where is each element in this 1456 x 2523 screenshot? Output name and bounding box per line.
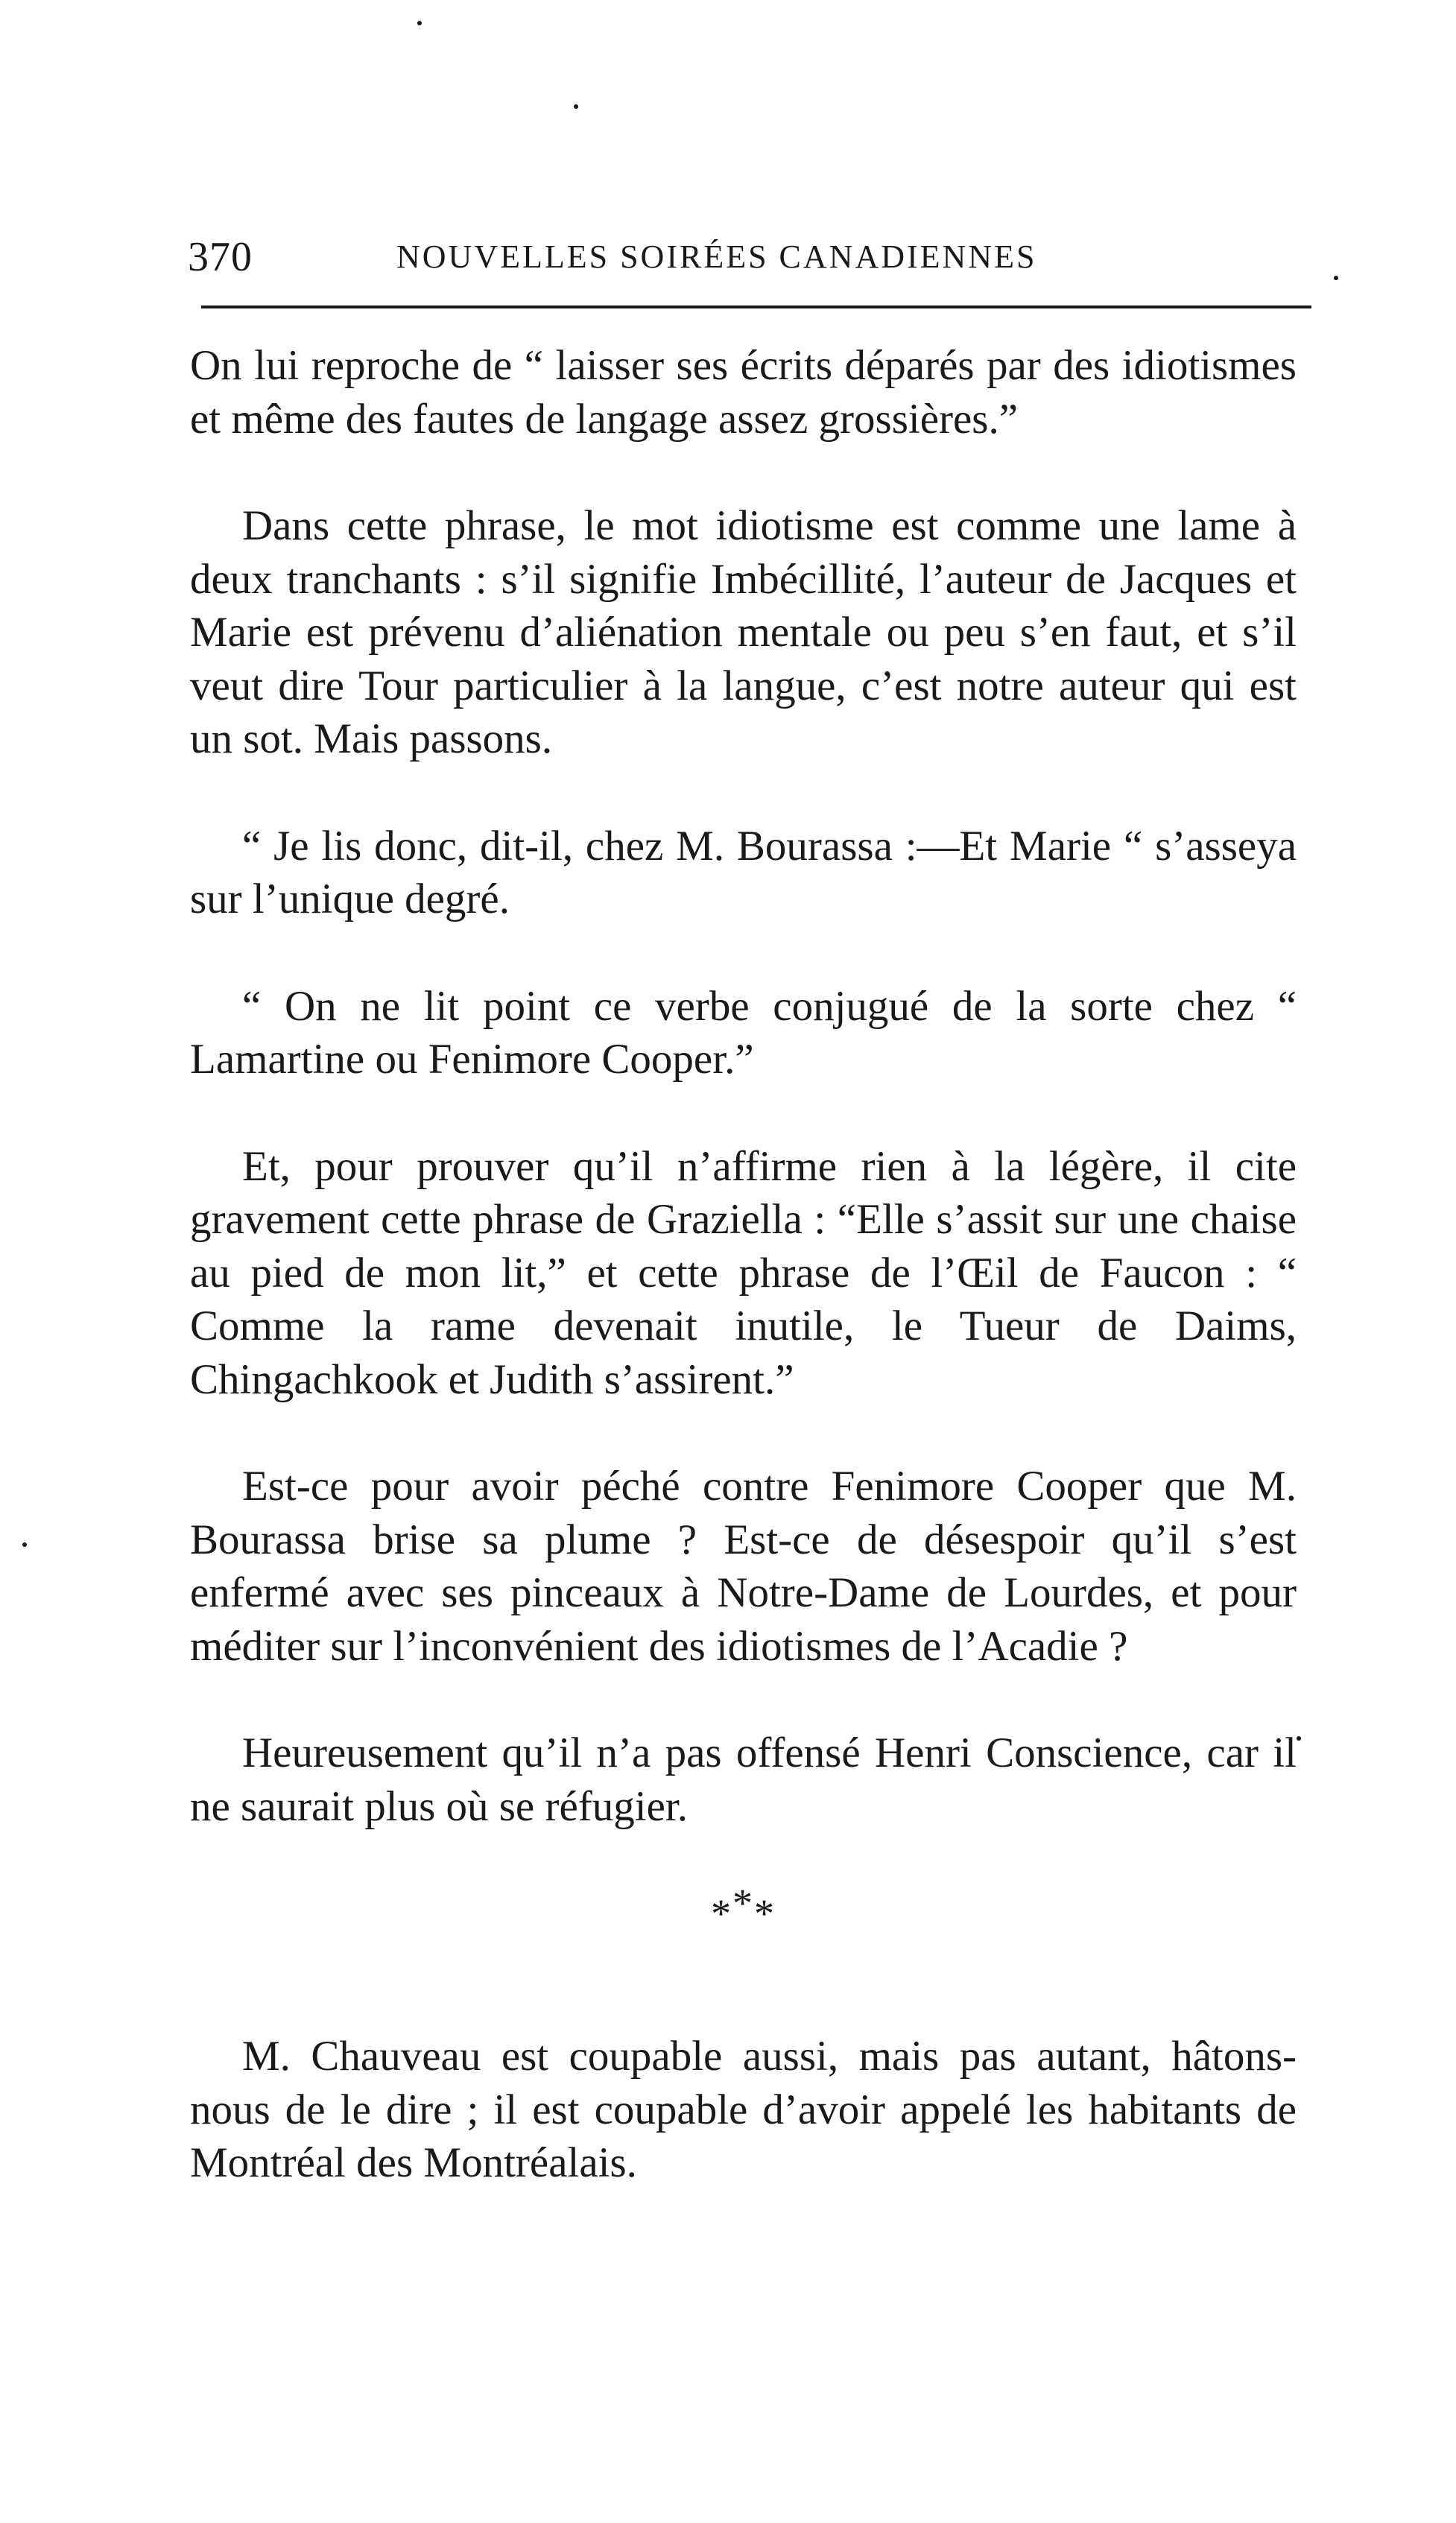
header-rule xyxy=(201,306,1311,308)
ink-speck xyxy=(574,104,578,109)
running-title: NOUVELLES SOIRÉES CANADIENNES xyxy=(396,238,1037,275)
page-number: 370 xyxy=(188,234,253,280)
asterisk: * xyxy=(732,1881,754,1925)
paragraph: “ Je lis donc, dit-il, chez M. Bourassa :—Et Marie “ s’asseya sur l’unique degré. xyxy=(190,822,1297,922)
paragraph: “ On ne lit point ce verbe conjugué de la sorte chez “ Lamartine ou Fenimore Cooper.” xyxy=(190,982,1297,1083)
ink-speck xyxy=(417,21,422,25)
asterisk: * xyxy=(711,1891,732,1936)
ink-speck xyxy=(22,1542,27,1547)
paragraph: Heureusement qu’il n’a pas offensé Henri Conscience, car il ne saurait plus où se réfugier. xyxy=(190,1729,1297,1830)
paragraph: Et, pour prouver qu’il n’affirme rien à la légère, il cite gravement cette phrase de Graziella : “Elle s’assit sur une chaise au pied de mon lit,” et cette phrase de l’Œil de Faucon : “ Comme la rame devenait inutile, le Tueur de Daims, Chingachkook et Judith s’assirent.” xyxy=(190,1142,1297,1403)
section-separator xyxy=(190,1881,1297,1940)
ink-speck xyxy=(1297,1736,1301,1741)
asterisk: * xyxy=(754,1891,776,1936)
page-header xyxy=(188,224,1305,291)
paragraph: Est-ce pour avoir péché contre Fenimore Cooper que M. Bourassa brise sa plume ? Est-ce de désespoir qu’il s’est enfermé avec ses pinceaux à Notre-Dame de Lourdes, et pour méditer sur l’inconvénient des idiotismes de l’Acadie ? xyxy=(190,1463,1297,1670)
paragraph: Dans cette phrase, le mot idiotisme est comme une lame à deux tranchants : s’il signifie Imbécillité, l’auteur de Jacques et Marie est prévenu d’aliénation mentale ou peu s’en faut, et s’il veut dire Tour particulier à la langue, c’est notre auteur qui est un sot. Mais passons. xyxy=(190,502,1297,762)
ink-speck xyxy=(1334,276,1338,280)
paragraph: M. Chauveau est coupable aussi, mais pas autant, hâtons-nous de le dire ; il est coupable d’avoir appelé les habitants de Montréal des Montréalais. xyxy=(190,2033,1297,2186)
body-text xyxy=(190,339,1297,2190)
paragraph: On lui reproche de “ laisser ses écrits déparés par des idiotismes et même des fautes de langage assez grossières.” xyxy=(190,342,1297,443)
